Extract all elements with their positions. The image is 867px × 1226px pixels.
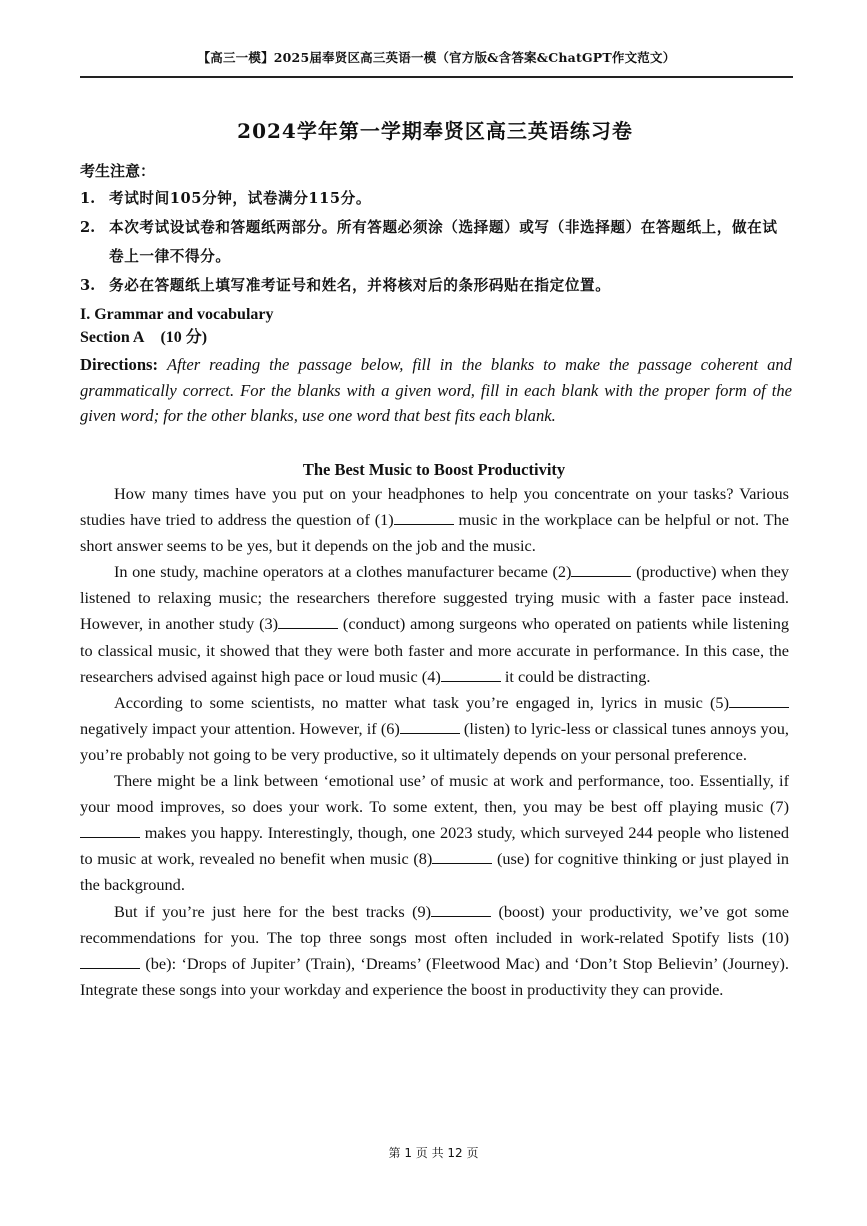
directions <box>80 352 792 429</box>
passage-body <box>80 481 789 1003</box>
paragraph <box>80 559 789 689</box>
paragraph-text: makes you happy. Interestingly, though, one 2023 study, which surveyed 244 people who listened to music at work, revealed no benefit when music <box>80 823 789 869</box>
notice-item-text: 本次考试设试卷和答题纸两部分。所有答题必须涂（选择题）或写（非选择题）在答题纸上，做在试卷上一律不得分。 <box>109 219 778 265</box>
answer-blank[interactable] <box>80 955 140 969</box>
paragraph <box>80 899 789 1003</box>
paragraph <box>80 690 789 768</box>
notice-item-text: 务必在答题纸上填写准考证号和姓名，并将核对后的条形码贴在指定位置。 <box>109 277 611 294</box>
answer-blank[interactable] <box>432 850 492 864</box>
paragraph-text: There might be a link between ‘emotional use’ of music at work and performance, too. Essentially, if your mood improves, so does your work. To some extent, then, you may be best off playing music <box>80 771 789 817</box>
notice-heading: 考生注意： <box>80 162 156 180</box>
answer-blank[interactable] <box>431 903 491 917</box>
paragraph-text: (listen) to lyric-less or classical tunes annoys you, you’re probably not going to be very productive, so it ultimately depends on your personal preference. <box>80 718 789 764</box>
paragraph-text: (productive) when they listened to relaxing music; the researchers therefore suggested trying music with a faster pace instead. However, in another study <box>80 562 789 634</box>
exam-title: 2024学年第一学期奉贤区高三英语练习卷 <box>237 119 633 143</box>
paragraph-text: it could be distracting. <box>500 666 651 686</box>
blank-number: (4) <box>421 666 441 686</box>
page-number-footer: 第 1 页 共 12 页 <box>388 1146 479 1160</box>
paragraph-text: According to some scientists, no matter what task you’re engaged in, lyrics in music <box>114 692 711 712</box>
notice-item <box>80 184 792 213</box>
paragraph-text: (conduct) among surgeons who operated on patients while listening to classical music, it showed that they were both faster and more accurate in performance. In this case, the researchers advised against high pace or loud music <box>80 614 789 686</box>
notice-item-number: 1. <box>80 190 96 207</box>
blank-number: (7) <box>770 797 789 817</box>
blank-number: (3) <box>259 614 279 634</box>
paragraph-text: negatively impact your attention. However, if <box>80 718 381 738</box>
paragraph <box>80 768 789 898</box>
paragraph-text: (be): ‘Drops of Jupiter’ (Train), ‘Dreams’ (Fleetwood Mac) and ‘Don’t Stop Believin’ (Journey). Integrate these songs into your workday and experience the boost in productivity they can provide. <box>80 953 789 999</box>
directions-label: Directions: <box>80 355 159 374</box>
answer-blank[interactable] <box>729 694 789 708</box>
paragraph-text: But if you’re just here for the best tracks <box>114 901 413 921</box>
answer-blank[interactable] <box>80 824 140 838</box>
blank-number: (9) <box>412 901 432 921</box>
blank-number: (2) <box>552 562 572 582</box>
blank-number: (5) <box>710 692 729 712</box>
running-header: 【高三一模】2025届奉贤区高三英语一模（官方版&含答案&ChatGPT作文范文） <box>197 50 676 65</box>
answer-blank[interactable] <box>400 720 460 734</box>
paragraph <box>80 481 789 559</box>
notice-item-text: 考试时间105分钟，试卷满分115分。 <box>109 190 372 207</box>
notice-item <box>80 213 792 271</box>
notice-item-number: 2. <box>80 219 96 236</box>
blank-number: (1) <box>374 510 394 530</box>
blank-number: (10) <box>761 927 789 947</box>
answer-blank[interactable] <box>394 511 454 525</box>
blank-number: (6) <box>380 718 400 738</box>
passage-title: The Best Music to Boost Productivity <box>302 460 566 479</box>
answer-blank[interactable] <box>441 668 501 682</box>
answer-blank[interactable] <box>278 615 338 629</box>
paragraph-text: (boost) your productivity, we’ve got some recommendations for you. The top three songs most often included in work-related Spotify lists <box>80 901 789 947</box>
section-label: Section A <box>80 329 145 346</box>
blank-number: (8) <box>413 849 433 869</box>
part-title: I. Grammar and vocabulary <box>80 306 274 323</box>
answer-blank[interactable] <box>571 563 631 577</box>
section-heading <box>80 328 207 348</box>
directions-text: After reading the passage below, fill in the blanks to make the passage coherent and grammatically correct. For the blanks with a given word, fill in each blank with the proper form of the given word; for the other blanks, use one word that best fits each blank. <box>80 355 792 425</box>
notice-item-number: 3. <box>80 277 96 294</box>
paragraph-text: music in the workplace can be helpful or not. The short answer seems to be yes, but it depends on the job and the music. <box>80 510 789 556</box>
paragraph-text: How many times have you put on your headphones to help you concentrate on your tasks? Various studies have tried to address the question of <box>80 484 789 530</box>
paragraph-text: In one study, machine operators at a clothes manufacturer became <box>114 562 553 582</box>
header-rule <box>80 76 793 78</box>
paragraph-text: (use) for cognitive thinking or just played in the background. <box>80 849 789 895</box>
section-score: (10 分) <box>160 329 208 346</box>
notice-item <box>80 271 792 300</box>
